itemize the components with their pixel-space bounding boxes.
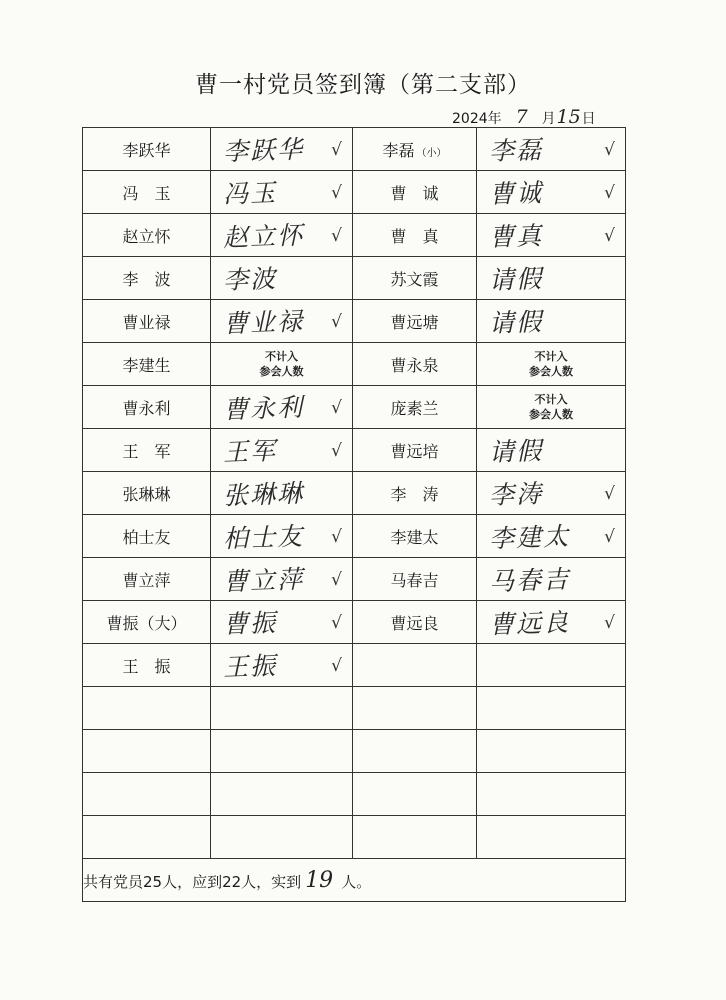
table-row: [83, 730, 626, 773]
signature-cell-right: [477, 214, 626, 257]
check-mark-icon: √: [331, 656, 342, 676]
member-name-right: [353, 472, 477, 515]
member-name-text: 李磊: [382, 140, 415, 160]
handwritten-signature: 李磊: [488, 135, 544, 166]
signature-cell-right: [477, 171, 626, 214]
table-row: [83, 773, 626, 816]
signature-cell-left: [211, 214, 353, 257]
table-row: [83, 515, 626, 558]
signature-cell-left: [211, 644, 353, 687]
handwritten-signature: 李跃华: [222, 134, 305, 167]
signature-cell-left: [211, 816, 353, 859]
member-name-right: [353, 214, 477, 257]
check-mark-icon: √: [331, 226, 342, 246]
member-name-right: [353, 257, 477, 300]
member-name-text: 曹业禄: [122, 312, 171, 332]
member-name-left: [83, 687, 211, 730]
member-name-text: 冯 玉: [122, 183, 171, 203]
check-mark-icon: √: [331, 527, 342, 547]
member-name-text: 曹立萍: [122, 570, 171, 590]
handwritten-signature: 曹永利: [222, 392, 305, 425]
member-name-text: 曹永泉: [390, 355, 439, 375]
member-name-text: 李跃华: [122, 140, 171, 160]
signature-cell-right: [477, 644, 626, 687]
member-name-text: 曹远良: [390, 613, 439, 633]
member-name-text: 李建生: [122, 355, 171, 375]
member-name-right: [353, 601, 477, 644]
note-line-1: 不计入: [534, 393, 568, 406]
note-line-1: 不计入: [534, 350, 568, 363]
member-name-right: [353, 128, 477, 171]
check-mark-icon: √: [604, 140, 615, 160]
handwritten-signature: 柏士友: [222, 521, 305, 554]
member-name-text: 曹 诚: [390, 183, 439, 203]
member-name-right: [353, 816, 477, 859]
handwritten-signature: 冯玉: [222, 178, 278, 209]
signature-cell-right: [477, 343, 626, 386]
date-month-label: 月: [541, 111, 556, 127]
signature-cell-right: [477, 601, 626, 644]
check-mark-icon: √: [604, 613, 615, 633]
handwritten-signature: 请假: [488, 436, 544, 467]
member-name-left: [83, 386, 211, 429]
table-row: [83, 257, 626, 300]
handwritten-signature: 曹立萍: [222, 564, 305, 597]
signature-cell-right: [477, 128, 626, 171]
member-name-left: [83, 558, 211, 601]
signature-cell-left: [211, 386, 353, 429]
member-name-text: 曹永利: [122, 398, 171, 418]
not-counted-note: [211, 343, 352, 385]
handwritten-signature: 李建太: [488, 521, 571, 554]
handwritten-signature: 曹诚: [488, 178, 544, 209]
member-name-text: 张琳琳: [122, 484, 171, 504]
member-name-text: 曹振（大）: [106, 613, 187, 633]
handwritten-signature: 马春吉: [488, 564, 571, 597]
member-name-right: [353, 429, 477, 472]
member-name-left: [83, 171, 211, 214]
handwritten-signature: 请假: [488, 264, 544, 295]
signature-cell-right: [477, 773, 626, 816]
member-name-right: [353, 730, 477, 773]
summary-cell: [83, 859, 626, 902]
signature-cell-left: [211, 601, 353, 644]
handwritten-signature: 李涛: [488, 479, 544, 510]
member-name-left: [83, 601, 211, 644]
check-mark-icon: √: [331, 140, 342, 160]
check-mark-icon: √: [331, 570, 342, 590]
member-name-text: 曹远塘: [390, 312, 439, 332]
check-mark-icon: √: [331, 613, 342, 633]
summary-row: [83, 859, 626, 902]
check-mark-icon: √: [331, 398, 342, 418]
handwritten-signature: 曹远良: [488, 607, 571, 640]
table-row: [83, 558, 626, 601]
table-row: [83, 386, 626, 429]
member-name-text: 庞素兰: [390, 398, 439, 418]
member-name-left: [83, 515, 211, 558]
signature-cell-right: [477, 558, 626, 601]
member-name-text: 王 振: [122, 656, 171, 676]
signature-cell-right: [477, 687, 626, 730]
signature-cell-right: [477, 816, 626, 859]
check-mark-icon: √: [604, 183, 615, 203]
date-day-label: 日: [581, 111, 596, 127]
member-name-right: [353, 343, 477, 386]
member-name-text: 李 波: [122, 269, 171, 289]
signature-cell-left: [211, 515, 353, 558]
signature-cell-left: [211, 128, 353, 171]
check-mark-icon: √: [331, 312, 342, 332]
table-row: [83, 214, 626, 257]
handwritten-signature: 李波: [222, 264, 278, 295]
note-line-2: 参会人数: [529, 408, 573, 421]
summary-actual-handwritten: 19: [305, 867, 334, 893]
signature-cell-right: [477, 257, 626, 300]
member-name-left: [83, 257, 211, 300]
table-row: [83, 472, 626, 515]
member-name-left: [83, 300, 211, 343]
check-mark-icon: √: [604, 527, 615, 547]
signature-cell-right: [477, 730, 626, 773]
member-name-text: 曹 真: [390, 226, 439, 246]
handwritten-signature: 赵立怀: [222, 220, 305, 253]
summary-suffix: 人。: [341, 872, 372, 891]
signature-cell-left: [211, 300, 353, 343]
member-name-text: 王 军: [122, 441, 171, 461]
handwritten-signature: 张琳琳: [222, 478, 305, 511]
table-row: [83, 343, 626, 386]
signature-cell-right: [477, 515, 626, 558]
signature-cell-right: [477, 300, 626, 343]
member-name-right: [353, 687, 477, 730]
table-row: [83, 601, 626, 644]
check-mark-icon: √: [604, 226, 615, 246]
member-name-text: 李建太: [390, 527, 439, 547]
signature-cell-left: [211, 257, 353, 300]
not-counted-note: [477, 343, 625, 385]
member-name-text: 李 涛: [390, 484, 439, 504]
table-row: [83, 687, 626, 730]
member-name-suffix: （小）: [416, 147, 447, 159]
member-name-left: [83, 128, 211, 171]
member-name-right: [353, 171, 477, 214]
signature-cell-left: [211, 558, 353, 601]
table-row: [83, 644, 626, 687]
summary-prefix: 共有党员25人，应到22人，实到: [83, 872, 302, 891]
table-row: [83, 171, 626, 214]
table-row: [83, 816, 626, 859]
signature-cell-left: [211, 171, 353, 214]
signature-cell-right: [477, 429, 626, 472]
check-mark-icon: √: [604, 484, 615, 504]
page-title: 曹一村党员签到簿（第二支部）: [195, 72, 531, 98]
member-name-left: [83, 472, 211, 515]
signature-cell-left: [211, 687, 353, 730]
member-name-left: [83, 343, 211, 386]
member-name-right: [353, 644, 477, 687]
member-name-right: [353, 558, 477, 601]
member-name-left: [83, 730, 211, 773]
member-name-text: 赵立怀: [122, 226, 171, 246]
handwritten-signature: 曹真: [488, 221, 544, 252]
member-name-left: [83, 429, 211, 472]
member-name-text: 苏文霞: [390, 269, 439, 289]
table-row: [83, 128, 626, 171]
member-name-left: [83, 214, 211, 257]
signature-cell-left: [211, 429, 353, 472]
member-name-right: [353, 515, 477, 558]
handwritten-signature: 请假: [488, 307, 544, 338]
member-name-left: [83, 816, 211, 859]
member-name-left: [83, 773, 211, 816]
date-line: [452, 106, 596, 128]
check-mark-icon: √: [331, 183, 342, 203]
signature-cell-left: [211, 730, 353, 773]
check-mark-icon: √: [331, 441, 342, 461]
note-line-1: 不计入: [265, 350, 298, 363]
member-name-text: 曹远培: [390, 441, 439, 461]
signature-cell-right: [477, 472, 626, 515]
note-line-2: 参会人数: [529, 365, 573, 378]
member-name-text: 柏士友: [122, 527, 171, 547]
date-day-handwritten: 15: [556, 106, 581, 128]
signature-cell-left: [211, 472, 353, 515]
signature-cell-left: [211, 343, 353, 386]
table-row: [83, 300, 626, 343]
member-name-right: [353, 773, 477, 816]
handwritten-signature: 王军: [222, 436, 278, 467]
member-name-left: [83, 644, 211, 687]
sign-in-table: [82, 127, 626, 902]
table-row: [83, 429, 626, 472]
not-counted-note: [477, 386, 625, 428]
member-name-right: [353, 300, 477, 343]
signature-cell-left: [211, 773, 353, 816]
handwritten-signature: 曹振: [222, 608, 278, 639]
member-name-right: [353, 386, 477, 429]
signature-cell-right: [477, 386, 626, 429]
member-name-text: 马春吉: [390, 570, 439, 590]
handwritten-signature: 王振: [222, 651, 278, 682]
handwritten-signature: 曹业禄: [222, 306, 305, 339]
note-line-2: 参会人数: [259, 365, 304, 378]
date-year: 2024年: [452, 111, 502, 127]
date-month-handwritten: 7: [515, 106, 528, 128]
